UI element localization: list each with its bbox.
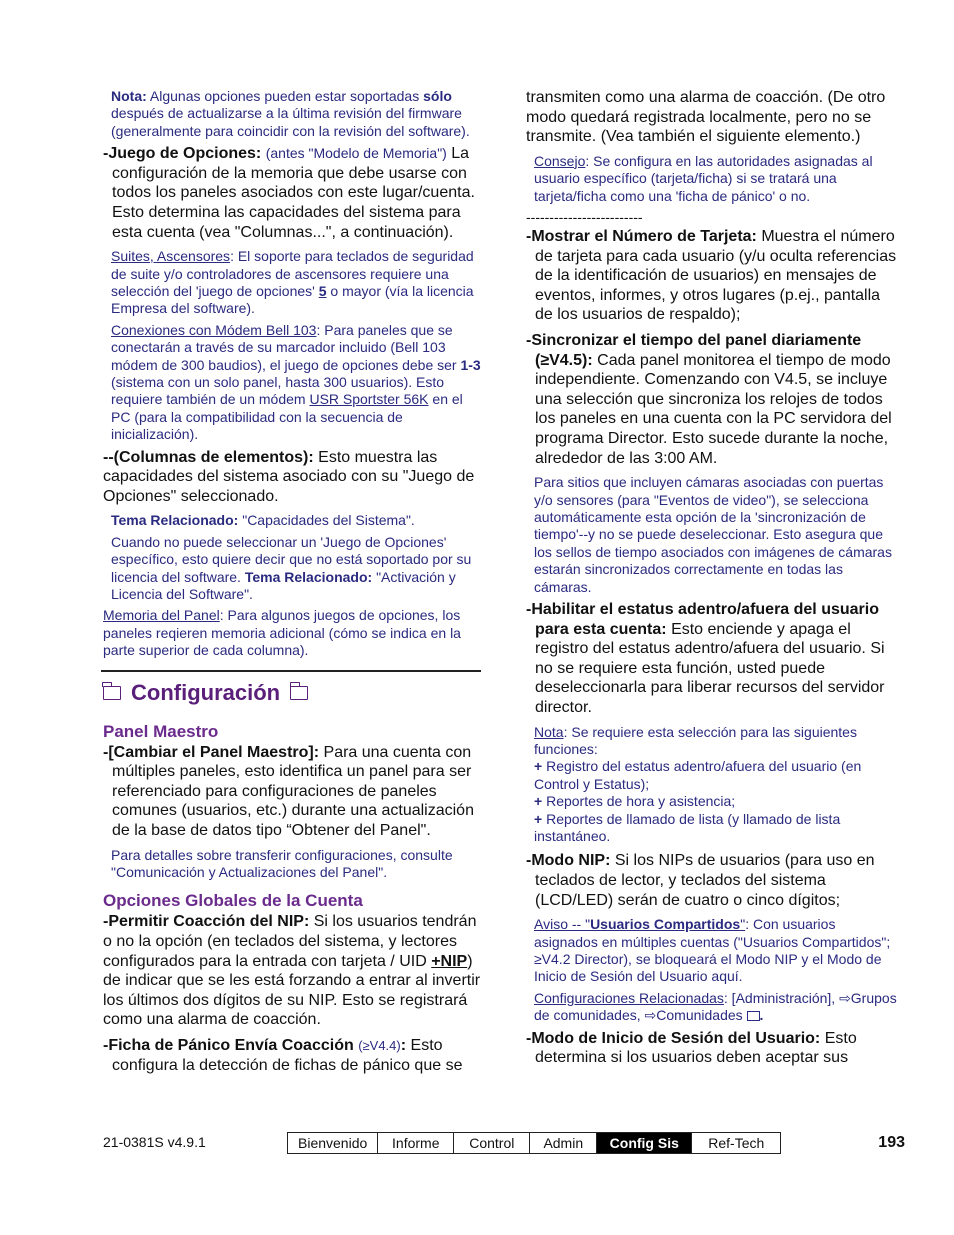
folder-icon — [290, 686, 308, 700]
details-note: Para detalles sobre transferir configuraciones, consulte "Comunicación y Actualizaciones del Panel". — [111, 846, 453, 881]
subsection-title: Panel Maestro — [103, 721, 219, 741]
document-id: 21-0381S v4.9.1 — [103, 1134, 206, 1150]
item-label: Modo NIP: — [531, 852, 611, 870]
item-text: Esto muestra las capacidades del sistema asociado con su "Juego de Opciones" seleccionado. — [103, 448, 475, 505]
list-item: + Reportes de llamado de lista (y llamado de lista instantáneo. — [534, 810, 841, 844]
section-title: Configuración — [131, 679, 281, 705]
list-item: + Registro del estatus adentro/afuera del usuario (en Control y Estatus); — [534, 758, 862, 792]
columnas-item — [103, 448, 481, 507]
related-settings-link[interactable]: Configuraciones Relacionadas — [534, 989, 724, 1006]
tip-note — [534, 153, 900, 205]
item-label: Mostrar el Número de Tarjeta: — [531, 228, 757, 245]
sincronizar-item: -Sincronizar el tiempo del panel diariamente (≥V4.5): Cada panel monitorea el tiempo de modo independiente. Comenzando con V4.5, se incluye una selección que sincroniza los relojes de todos los paneles en una cuenta con la PC servidora del programa Director. Esto sucede durante la noche, alrededor de las 3:00 AM. — [526, 331, 892, 467]
version-tag: (≥V4.4) — [358, 1038, 401, 1054]
continued-text: transmiten como una alarma de coacción. (De otro modo quedará registrada localmente, pero no se transmite. (Vea también el siguiente elemento.) — [526, 89, 886, 146]
item-label: Sincronizar el tiempo del panel diariamente — [531, 331, 862, 349]
item-label: -Permitir Coacción del NIP: — [103, 913, 310, 931]
note-text: : Para paneles que se conectarán a través de su marcador incluido (Bell 103 módem de 300 baudios), el juego de opciones debe ser — [111, 321, 457, 373]
list-item-text: Reportes de llamado de lista (y llamado de lista instantáneo. — [534, 810, 841, 844]
nav-tab-admin[interactable]: Admin — [529, 1133, 596, 1153]
left-column — [103, 88, 481, 1081]
item-text: Si los usuarios tendrán o no la opción (en teclados del sistema, y lectores configurados para la entrada con tarjeta / UID — [103, 913, 477, 970]
note-text: Algunas opciones pueden estar soportadas — [149, 88, 420, 104]
arrow-icon: ⇨ — [644, 1007, 657, 1024]
item-label: Juego de Opciones: — [108, 145, 262, 163]
modo-inicio-item: -Modo de Inicio de Sesión del Usuario: Esto determina si los usuarios deben aceptar sus — [526, 1029, 857, 1067]
note-text: : Para algunos juegos de opciones, los paneles reqieren memoria adicional (cómo se indica en la parte superior de cada columna). — [103, 607, 461, 659]
option-range: 1-3 — [460, 356, 481, 373]
section-divider — [101, 670, 481, 672]
ficha-panico-item: -Ficha de Pánico Envía Coacción (≥V4.4): Esto configura la detección de fichas de pánico que se — [103, 1037, 463, 1074]
list-item: + Reportes de hora y asistencia; — [534, 793, 736, 810]
license-note — [111, 534, 481, 604]
required-functions-note — [534, 724, 900, 846]
habilitar-estatus-item: -Habilitar el estatus adentro/afuera del usuario para esta cuenta: Esto enciende y apaga el registro del estatus adentro/afuera del usuario. Si no se requiere esta función, usted puede deseleccionarla para liberar recursos del servidor director. — [526, 600, 885, 716]
item-text: Esto determina si los usuarios deben aceptar sus — [535, 1029, 857, 1067]
warning-link-bold[interactable]: Usuarios Compartidos — [590, 916, 741, 933]
note-text-2: o mayor (vía la licencia Empresa del software). — [111, 283, 474, 317]
section-heading — [103, 676, 481, 708]
modem-link[interactable]: Conexiones con Módem Bell 103 — [111, 321, 317, 338]
tip-link[interactable]: Consejo — [534, 152, 586, 169]
mostrar-tarjeta-item: -Mostrar el Número de Tarjeta: Muestra el número de tarjeta para cada usuario (y/u oculta referencias de la identificación de usuarios) en mensajes de eventos, informes, y otros lugares (p.ej., pantalla de los usuarios de respaldo); — [526, 228, 897, 324]
item-text: Cada panel monitorea el tiempo de modo independiente. Comenzando con V4.5, se incluye una selección que sincroniza los relojes de todos los paneles en una cuenta con la PC servidora del programa Director. Esto sucede durante la noche, alrededor de las 3:00 AM. — [535, 351, 892, 467]
note-text: : Con usuarios asignados en múltiples cuentas ("Usuarios Compartidos"; ≥V4.2 Director), se bloqueará el Modo NIP y el Modo de Inicio de Sesión del Usuario aquí. — [534, 916, 891, 985]
nav-tab-bienvenido[interactable]: Bienvenido — [298, 1135, 368, 1151]
related-text: "Activación y Licencia del Software". — [111, 568, 456, 603]
item-text: La configuración de la memoria que debe usarse con todos los paneles asociados con este lugar/cuenta. Esto determina las capacidades del sistema para esta cuenta (vea "Columnas...", a continuación). — [112, 145, 475, 241]
note-link[interactable]: Nota — [534, 723, 564, 740]
usr-sportster-link[interactable]: USR Sportster 56K — [309, 391, 429, 408]
modo-nip-item: -Modo NIP: Si los NIPs de usuarios (para uso en teclados de lector, y teclados del sistema (LCD/LED) serán de cuatro o cinco dígitos; — [526, 852, 875, 909]
arrow-icon: ⇨ — [839, 989, 851, 1006]
related-topic-1 — [111, 512, 481, 529]
note-text: : Se configura en las autoridades asignadas al usuario específico (tarjeta/ficha) si se tratará una tarjeta/ficha como una 'ficha de pánico' o no. — [534, 152, 873, 204]
community-groups: Grupos de comunidades, — [534, 989, 897, 1024]
note-text: Cuando no puede seleccionar un 'Juego de Opciones' específico, esto quiere decir que no está soportado por su licencia del software. — [111, 533, 472, 585]
subsection-title: Opciones Globales de la Cuenta — [103, 891, 363, 911]
juego-de-opciones-item: -Juego de Opciones: (antes "Modelo de Memoria") La configuración de la memoria que debe usarse con todos los paneles asociados con este lugar/cuenta. Esto determina las capacidades del sistema para esta cuenta (vea "Columnas...", a continuación). — [103, 145, 475, 241]
item-text: Muestra el número de tarjeta para cada usuario (y/u oculta referencias de la identificación de usuarios) en mensajes de eventos, informes, y otros lugares (p.ej., pantalla de los usuarios de respaldo); — [535, 228, 897, 324]
note-text-2: después de actualizarse a la última revisión del firmware (generalmente para coincidir con la revisión del software). — [111, 105, 470, 139]
related-settings-note — [534, 990, 900, 1025]
communities: Comunidades — [656, 1007, 743, 1024]
cameras-note: Para sitios que incluyen cámaras asociadas con puertas y/o sensores (para "Eventos de video"), se selecciona automáticamente esta opción de la 'sincronización de tiempo'--y no se puede deseleccionar. Esto asegura que los sellos de tiempo asociados con imágenes de cámaras estarán sincronizados correctamente en todas las cámaras. — [534, 474, 892, 595]
warning-link[interactable]: Aviso -- " — [534, 916, 591, 933]
item-text: Esto enciende y apaga el registro del estatus adentro/afuera del usuario. Si no se requiere esta función, usted puede deseleccionarla para liberar recursos del servidor director. — [535, 620, 885, 716]
item-text: Si los NIPs de usuarios (para uso en teclados de lector, y teclados del sistema (LCD/LED) serán de cuatro o cinco dígitos; — [535, 852, 875, 909]
separator: ------------------------- — [526, 209, 643, 225]
folder-icon — [103, 686, 121, 700]
cambiar-panel-item: -[Cambiar el Panel Maestro]: Para una cuenta con múltiples paneles, esto identifica un panel para ser referenciado para configuraciones de paneles comunes (usuarios, etc.) durante una actualización de la base de datos tipo “Obtener del Panel". — [103, 743, 474, 840]
item-text-2: ) de indicar que se les está forzando a entrar al invertir los últimos dos dígitos de su NIP. Esto se registrará como una alarma de coacción. — [103, 952, 481, 1029]
warning-link-end[interactable]: " — [740, 916, 746, 933]
item-text: Esto configura la detección de fichas de pánico que se — [112, 1037, 463, 1074]
panel-memory-note — [103, 607, 481, 659]
nav-tab-informe[interactable]: Informe — [377, 1133, 453, 1153]
version-tag: (≥V4.5): — [535, 351, 593, 369]
item-label: --(Columnas de elementos): — [103, 448, 314, 466]
page-number: 193 — [878, 1134, 905, 1151]
note-end: . — [759, 1007, 764, 1024]
related-label: Tema Relacionado: — [111, 512, 239, 529]
item-note: (antes "Modelo de Memoria") — [265, 145, 447, 162]
item-label: Ficha de Pánico Envía Coacción — [108, 1037, 354, 1055]
right-column — [526, 88, 900, 1074]
note-text: : [Administración], — [723, 989, 836, 1006]
related-text: "Capacidades del Sistema". — [242, 512, 415, 529]
note-label: Nota: — [111, 88, 147, 104]
list-item-text: Registro del estatus adentro/afuera del usuario (en Control y Estatus); — [534, 758, 862, 792]
item-label: [Cambiar el Panel Maestro]: — [108, 743, 320, 761]
nip-term: +NIP — [431, 952, 468, 970]
page-footer — [103, 1132, 905, 1154]
related-label: Tema Relacionado: — [244, 568, 373, 585]
suites-link[interactable]: Suites, Ascensores — [111, 248, 231, 265]
item-label: Modo de Inicio de Sesión del Usuario: — [531, 1029, 821, 1047]
option-set-number: 5 — [318, 283, 327, 299]
nav-tab-config-sis[interactable]: Config Sis — [596, 1133, 691, 1153]
item-colon: : — [400, 1037, 407, 1055]
note-text-3: en el PC (para la compatibilidad con la secuencia de inicialización). — [111, 391, 463, 443]
nav-tab-control[interactable]: Control — [453, 1133, 529, 1153]
item-label: Habilitar el estatus adentro/afuera del usuario para esta cuenta: — [531, 600, 879, 638]
footer-nav — [287, 1132, 781, 1154]
permitir-coaccion-item — [103, 912, 481, 1030]
shared-users-warning — [534, 916, 900, 986]
nav-tab-ref-tech[interactable]: Ref-Tech — [691, 1133, 780, 1153]
suites-note — [111, 248, 481, 318]
note-bold: sólo — [423, 88, 452, 104]
note-text-2: (sistema con un solo panel, hasta 300 usuarios). Esto requiere también de un módem — [111, 374, 445, 408]
folder-icon — [747, 1011, 760, 1021]
note-text: : El soporte para teclados de seguridad de suite y/o controladores de ascensores requiere una selección del 'juego de opciones' — [111, 248, 474, 299]
modem-note — [111, 322, 481, 444]
note-text: : Se requiere esta selección para las siguientes funciones: — [534, 723, 857, 757]
panel-memory-link[interactable]: Memoria del Panel — [103, 607, 220, 624]
note-block — [111, 88, 481, 140]
item-text: Para una cuenta con múltiples paneles, esto identifica un panel para ser referenciado para configuraciones de paneles comunes (usuarios, etc.) durante una actualización de la base de datos tipo “Obtener del Panel". — [112, 743, 474, 840]
list-item-text: Reportes de hora y asistencia; — [546, 793, 736, 810]
